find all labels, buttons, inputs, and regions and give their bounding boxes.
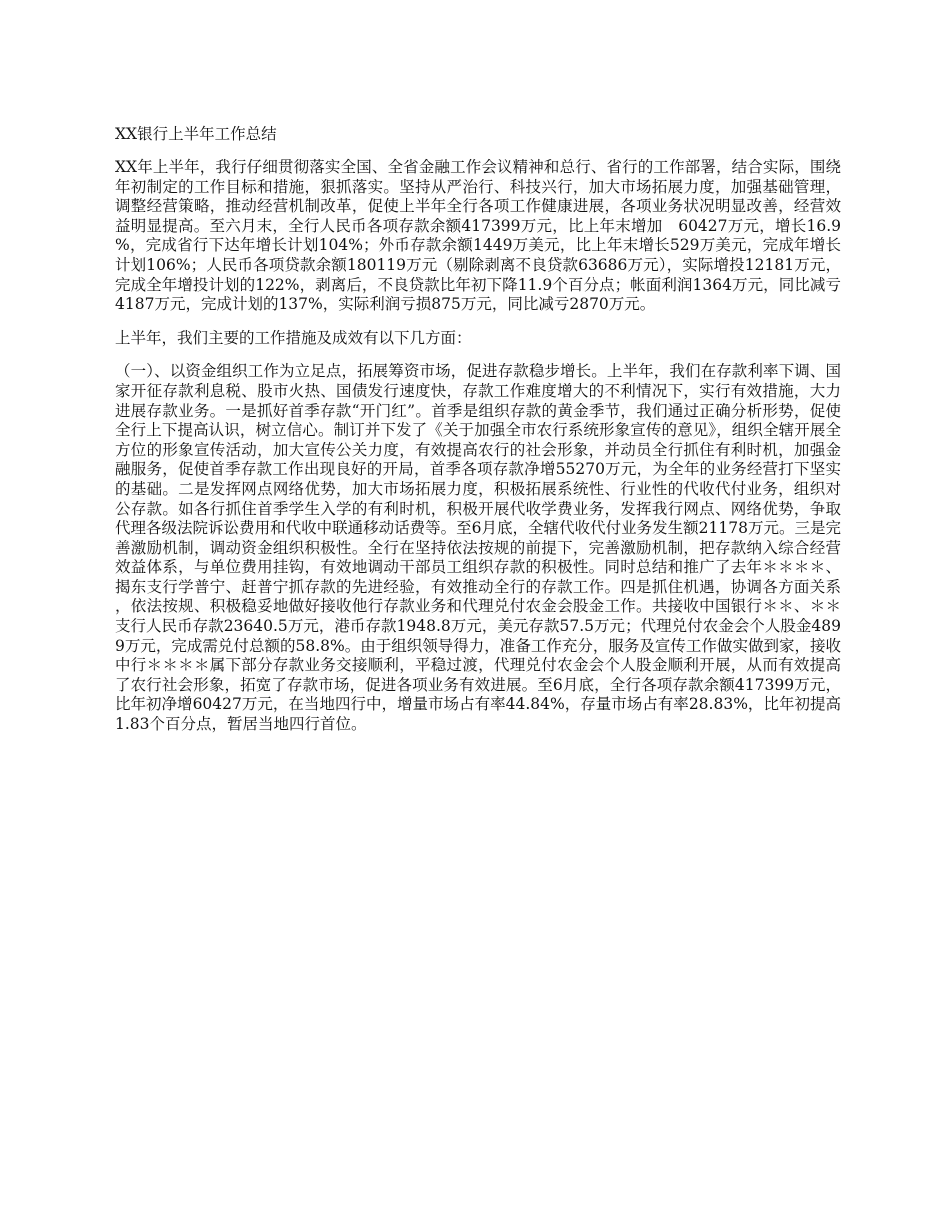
summary-paragraph: XX年上半年，我行仔细贯彻落实全国、全省金融工作会议精神和总行、省行的工作部署，结合实际，围绕年初制定的工作目标和措施，狠抓落实。坚持从严治行、科技兴行，加大市场拓展力度，加强基础管理，调整经营策略，推动经营机制改革，促使上半年全行各项工作健康进展，各项业务状况明显改善，经营效益明显提高。至六月末，全行人民币各项存款余额417399万元，比上年末增加 60427万元，增长16.9%，完成省行下达年增长计划104%；外币存款余额1449万美元，比上年末增长529万美元，完成年增长计划106%；人民币各项贷款余额180119万元（剔除剥离不良贷款63686万元），实际增投12181万元，完成全年增投计划的122%，剥离后，不良贷款比年初下降11.9个百分点；帐面利润1364万元，同比减亏4187万元，完成计划的137%，实际利润亏损875万元，同比减亏2870万元。 (115, 158, 841, 314)
measures-intro-paragraph: 上半年，我们主要的工作措施及成效有以下几方面： (115, 328, 472, 347)
document-title: XX银行上半年工作总结 (115, 125, 277, 143)
deposit-section-paragraph: （一）、以资金组织工作为立足点，拓展筹资市场，促进存款稳步增长。上半年，我们在存款利率下调、国家开征存款利息税、股市火热、国债发行速度快，存款工作难度增大的不利情况下，实行有效措施，大力进展存款业务。一是抓好首季存款“开门红”。首季是组织存款的黄金季节，我们通过正确分析形势，促使全行上下提高认识，树立信心。制订并下发了《关于加强全市农行系统形象宣传的意见》，组织全辖开展全方位的形象宣传活动，加大宣传公关力度，有效提高农行的社会形象，并动员全行抓住有利时机，加强金融服务，促使首季存款工作出现良好的开局，首季各项存款净增55270万元，为全年的业务经营打下坚实的基础。二是发挥网点网络优势，加大市场拓展力度，积极拓展系统性、行业性的代收代付业务，组织对公存款。如各行抓住首季学生入学的有利时机，积极开展代收学费业务，发挥我行网点、网络优势，争取代理各级法院诉讼费用和代收中联通移动话费等。至6月底，全辖代收代付业务发生额21178万元。三是完善激励机制，调动资金组织积极性。全行在坚持依法按规的前提下，完善激励机制，把存款纳入综合经营效益体系，与单位费用挂钩，有效地调动干部员工组织存款的积极性。同时总结和推广了去年＊＊＊＊、揭东支行学普宁、赶普宁抓存款的先进经验，有效推动全行的存款工作。四是抓住机遇，协调各方面关系，依法按规、积极稳妥地做好接收他行存款业务和代理兑付农金会股金工作。共接收中国银行＊＊、＊＊支行人民币存款23640.5万元，港币存款1948.8万元，美元存款57.5万元；代理兑付农金会个人股金4899万元，完成需兑付总额的58.8%。由于组织领导得力，准备工作充分，服务及宣传工作做实做到家，接收中行＊＊＊＊属下部分存款业务交接顺利，平稳过渡，代理兑付农金会个人股金顺利开展，从而有效提高了农行社会形象，拓宽了存款市场，促进各项业务有效进展。至6月底，全行各项存款余额417399万元，比年初净增60427万元，在当地四行中，增量市场占有率44.84%，存量市场占有率28.83%，比年初提高1.83个百分点，暂居当地四行首位。 (115, 362, 841, 734)
document-page (115, 124, 841, 749)
